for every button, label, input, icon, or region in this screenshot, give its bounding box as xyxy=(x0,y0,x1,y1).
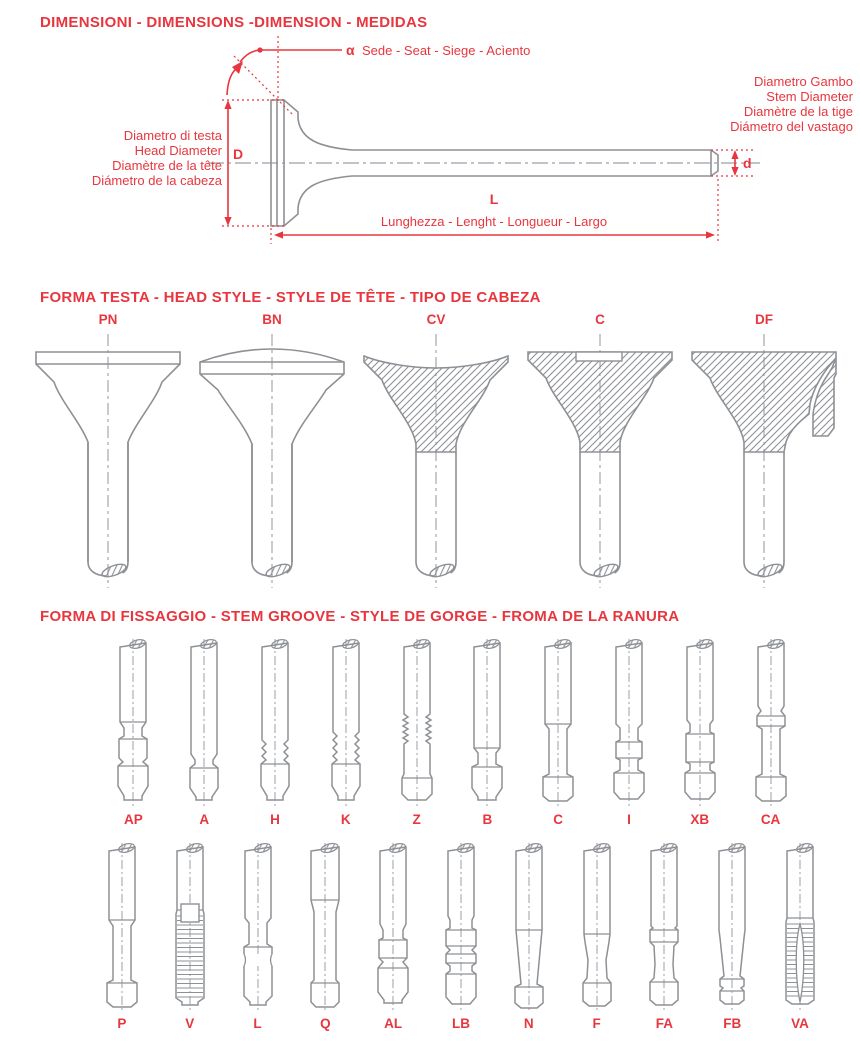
stem-groove-item xyxy=(98,638,169,830)
stem-groove-label: VA xyxy=(791,1016,809,1031)
head-style-drawing xyxy=(354,330,518,594)
stem-diameter-symbol: d xyxy=(743,155,752,171)
head-style-row xyxy=(26,312,846,594)
stem-groove-item xyxy=(310,638,381,830)
stem-groove-label: FB xyxy=(723,1016,742,1031)
head-style-item xyxy=(26,312,190,594)
dimension-annotations xyxy=(222,36,754,244)
stem-groove-drawing xyxy=(433,842,489,1014)
stem-groove-drawing xyxy=(601,638,657,810)
stem-groove-item xyxy=(156,842,224,1034)
stem-groove-label: V xyxy=(185,1016,195,1031)
stem-groove-item xyxy=(291,842,359,1034)
stem-groove-label: H xyxy=(270,812,280,827)
stem-groove-item xyxy=(766,842,834,1034)
stem-groove-label: P xyxy=(117,1016,127,1031)
stem-groove-label: L xyxy=(253,1016,262,1031)
stem-groove-item xyxy=(563,842,631,1034)
seat-label: Sede - Seat - Siege - Acìento xyxy=(362,43,531,58)
stem-groove-row-1 xyxy=(98,638,806,830)
stem-groove-label: CA xyxy=(760,812,781,827)
stem-groove-drawing xyxy=(672,638,728,810)
stem-groove-drawing xyxy=(569,842,625,1014)
head-style-label: CV xyxy=(426,312,446,327)
head-style-drawing xyxy=(518,330,682,594)
head-style-item xyxy=(354,312,518,594)
stem-groove-label: A xyxy=(199,812,210,827)
stem-groove-label: XB xyxy=(690,812,710,827)
stem-groove-drawing xyxy=(501,842,557,1014)
head-diameter-line-4: Diámetro de la cabeza xyxy=(91,173,222,188)
stem-groove-drawing xyxy=(318,638,374,810)
stem-groove-item xyxy=(631,842,699,1034)
stem-groove-item xyxy=(240,638,311,830)
stem-groove-label: I xyxy=(627,812,631,827)
stem-groove-drawing xyxy=(162,842,218,1014)
stem-groove-drawing xyxy=(530,638,586,810)
stem-groove-label: Z xyxy=(412,812,421,827)
stem-groove-label: B xyxy=(482,812,493,827)
stem-groove-item xyxy=(698,842,766,1034)
stem-diameter-line-2: Stem Diameter xyxy=(766,89,853,104)
head-style-drawing xyxy=(682,330,846,594)
alpha-symbol: α xyxy=(346,42,355,58)
head-style-item xyxy=(518,312,682,594)
stem-groove-drawing xyxy=(247,638,303,810)
stem-groove-drawing xyxy=(459,638,515,810)
stem-groove-item xyxy=(381,638,452,830)
stem-groove-item xyxy=(359,842,427,1034)
head-diameter-line-3: Diamètre de la tête xyxy=(112,158,222,173)
stem-groove-item xyxy=(169,638,240,830)
dimensions-title: DIMENSIONI - DIMENSIONS -DIMENSION - MEDIDAS xyxy=(40,14,428,31)
stem-groove-label: AL xyxy=(384,1016,403,1031)
stem-groove-item xyxy=(427,842,495,1034)
valve-outline xyxy=(208,100,760,226)
stem-groove-drawing xyxy=(105,638,161,810)
stem-groove-label: K xyxy=(340,812,351,827)
head-style-title: FORMA TESTA - HEAD STYLE - STYLE DE TÊTE - TIPO DE CABEZA xyxy=(40,289,541,306)
stem-groove-label: F xyxy=(592,1016,601,1031)
stem-diameter-line-4: Diámetro del vastago xyxy=(730,119,853,134)
stem-groove-item xyxy=(594,638,665,830)
stem-groove-label: FA xyxy=(655,1016,674,1031)
head-style-label: DF xyxy=(755,312,773,327)
stem-groove-item xyxy=(735,638,806,830)
stem-groove-title: FORMA DI FISSAGGIO - STEM GROOVE - STYLE DE GORGE - FROMA DE LA RANURA xyxy=(40,608,680,625)
stem-groove-item xyxy=(523,638,594,830)
stem-groove-label: LB xyxy=(451,1016,470,1031)
head-style-label: BN xyxy=(262,312,282,327)
stem-groove-item xyxy=(495,842,563,1034)
stem-diameter-line-3: Diamètre de la tige xyxy=(743,104,853,119)
stem-groove-label: AP xyxy=(124,812,143,827)
stem-groove-drawing xyxy=(389,638,445,810)
head-diameter-symbol: D xyxy=(233,146,244,162)
head-diameter-line-2: Head Diameter xyxy=(134,143,222,158)
length-symbol: L xyxy=(489,191,499,207)
stem-groove-label: C xyxy=(553,812,564,827)
stem-groove-label: Q xyxy=(320,1016,331,1031)
head-style-drawing xyxy=(26,330,190,594)
head-diameter-line-1: Diametro di testa xyxy=(123,128,222,143)
stem-groove-item xyxy=(88,842,156,1034)
length-label: Lunghezza - Lenght - Longueur - Largo xyxy=(380,214,608,229)
head-style-item xyxy=(190,312,354,594)
stem-groove-drawing xyxy=(94,842,150,1014)
head-style-drawing xyxy=(190,330,354,594)
stem-groove-drawing xyxy=(636,842,692,1014)
stem-groove-drawing xyxy=(297,842,353,1014)
head-style-label: C xyxy=(595,312,605,327)
stem-groove-label: N xyxy=(523,1016,534,1031)
valve-dimension-drawing xyxy=(0,28,860,278)
stem-groove-item xyxy=(664,638,735,830)
stem-groove-item xyxy=(224,842,292,1034)
stem-groove-drawing xyxy=(176,638,232,810)
stem-groove-drawing xyxy=(365,842,421,1014)
stem-groove-drawing xyxy=(704,842,760,1014)
head-style-label: PN xyxy=(98,312,118,327)
stem-diameter-line-1: Diametro Gambo xyxy=(754,74,853,89)
head-style-item xyxy=(682,312,846,594)
stem-groove-drawing xyxy=(230,842,286,1014)
stem-groove-drawing xyxy=(743,638,799,810)
stem-groove-row-2 xyxy=(88,842,834,1034)
stem-groove-drawing xyxy=(772,842,828,1014)
stem-groove-item xyxy=(452,638,523,830)
